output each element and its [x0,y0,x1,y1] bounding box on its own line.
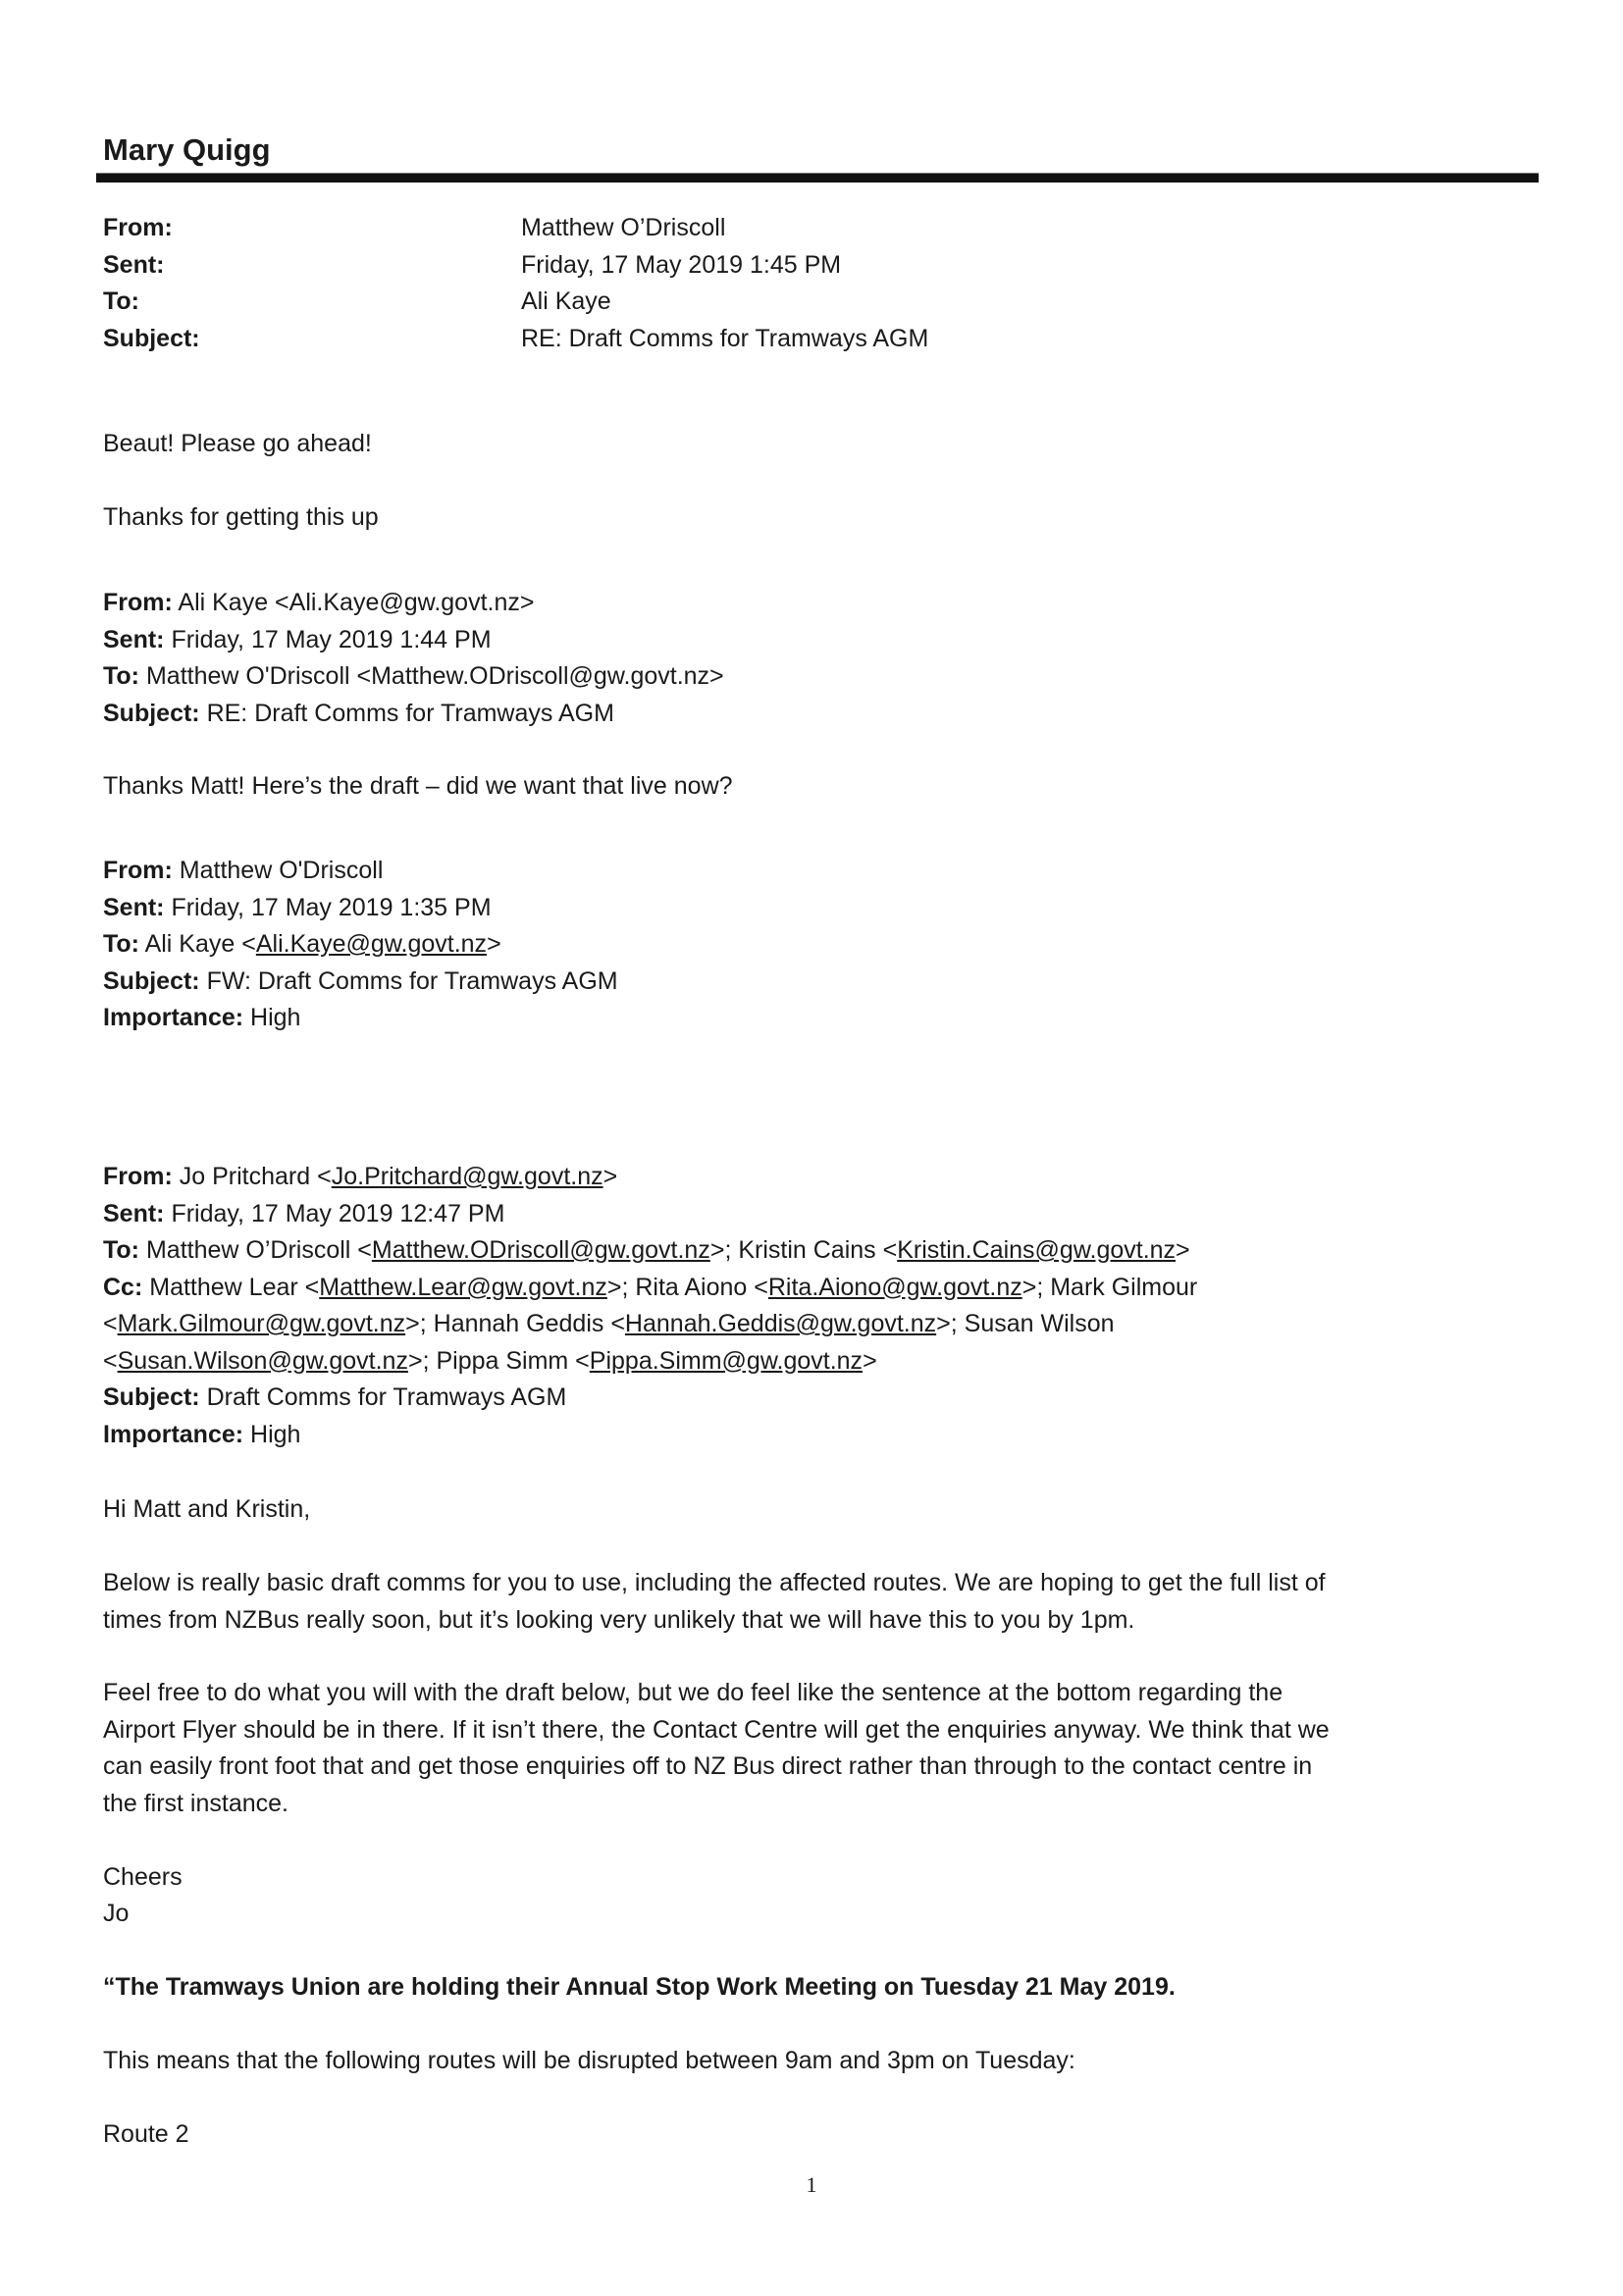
sent-label: Sent: [103,625,165,653]
paragraph-line: the first instance. [103,1789,288,1817]
cc-label: Cc: [103,1273,143,1301]
to-label: To: [103,930,140,958]
email-link[interactable]: Kristin.Cains@gw.govt.nz [897,1236,1177,1264]
paragraph-line: Feel free to do what you will with the draft below, but we do feel like the sentence at the bottom regarding the [103,1679,1283,1706]
to-label: To: [103,1236,140,1264]
reply-line-2: Thanks for getting this up [103,503,379,531]
paragraph-line: Airport Flyer should be in there. If it isn’t there, the Contact Centre will get the enquiries anyway. We think that we [103,1715,1330,1744]
draft-body: This means that the following routes will be disrupted between 9am and 3pm on Tuesday: [103,2047,1075,2074]
to-value: Matthew O'Driscoll <Matthew.ODriscoll@gw.govt.nz> [139,662,724,690]
page-number: 1 [806,2172,817,2197]
from-label: From: [103,1163,173,1190]
mailbox-owner-name: Mary Quigg [103,132,271,167]
paragraph-2 [103,1675,1330,1822]
email-link[interactable]: Mark.Gilmour@gw.govt.nz [117,1310,406,1337]
reply-line-1: Beaut! Please go ahead! [103,430,372,457]
importance-label: Importance: [103,1420,244,1448]
separator: > [1176,1236,1190,1264]
sent-label: Sent: [103,250,165,279]
sent-value: Friday, 17 May 2019 1:44 PM [164,625,492,653]
separator: >; Mark Gilmour [1021,1273,1198,1301]
route-item: Route 2 [103,2120,189,2148]
from-value: Matthew O'Driscoll [172,857,384,884]
from-label: From: [103,857,173,884]
email-link[interactable]: Rita.Aiono@gw.govt.nz [767,1273,1022,1301]
importance-label: Importance: [103,1004,244,1031]
signature: Jo [103,1900,130,1927]
paragraph-1 [103,1565,1326,1639]
recipient-name: < [103,1346,118,1375]
separator: >; [407,1346,437,1375]
cc-line [103,1306,1197,1343]
sent-value: Friday, 17 May 2019 1:45 PM [521,250,842,279]
separator: >; [606,1273,636,1301]
quoted-header-matthew [103,853,618,1037]
separator: >; [405,1310,434,1337]
subject-value: RE: Draft Comms for Tramways AGM [521,324,929,352]
quoted-header-jo [103,1159,1197,1453]
email-link[interactable]: Pippa.Simm@gw.govt.nz [589,1346,864,1375]
paragraph-line: Below is really basic draft comms for you to use, including the affected routes. We are hoping to get the full list of [103,1569,1326,1596]
cc-line [103,1343,1197,1381]
to-line [103,1232,1197,1270]
from-label: From: [103,214,173,241]
separator: >; [709,1236,739,1264]
sent-label: Sent: [103,1199,165,1227]
to-label: To: [103,287,140,315]
importance-value: High [243,1420,301,1448]
greeting: Hi Matt and Kristin, [103,1495,311,1523]
email-link[interactable]: Hannah.Geddis@gw.govt.nz [624,1310,937,1337]
quoted-header-ali [103,585,724,732]
signoff: Cheers [103,1863,183,1891]
subject-label: Subject: [103,966,200,995]
from-end: > [602,1163,618,1190]
separator: > [863,1346,877,1375]
recipient-name: Kristin Cains < [738,1236,898,1264]
subject-label: Subject: [103,699,200,727]
recipient-name: Pippa Simm < [436,1346,590,1375]
subject-value: FW: Draft Comms for Tramways AGM [199,966,618,995]
sent-value: Friday, 17 May 2019 1:35 PM [164,893,492,921]
draft-heading: “The Tramways Union are holding their Annual Stop Work Meeting on Tuesday 21 May 2019. [103,1973,1176,2001]
to-label: To: [103,662,140,690]
sent-value: Friday, 17 May 2019 12:47 PM [164,1199,505,1227]
subject-label: Subject: [103,1383,200,1411]
from-name: Jo Pritchard < [172,1163,332,1190]
email-link[interactable]: Matthew.Lear@gw.govt.nz [319,1273,607,1301]
subject-label: Subject: [103,324,200,352]
paragraph-line: can easily front foot that and get those enquiries off to NZ Bus direct rather than through to the contact centre in [103,1752,1313,1780]
importance-value: High [243,1004,301,1031]
to-value: Ali Kaye [521,287,611,315]
paragraph-line: times from NZBus really soon, but it’s looking very unlikely that we will have this to you by 1pm. [103,1605,1135,1634]
subject-value: RE: Draft Comms for Tramways AGM [199,699,614,727]
email-link[interactable]: Susan.Wilson@gw.govt.nz [117,1346,408,1375]
separator: >; Susan Wilson [936,1310,1115,1337]
recipient-name: Hannah Geddis < [433,1310,625,1337]
recipient-name: Matthew Lear < [142,1273,320,1301]
ali-message-body: Thanks Matt! Here’s the draft – did we want that live now? [103,772,733,800]
sent-label: Sent: [103,893,165,921]
from-label: From: [103,589,173,616]
subject-value: Draft Comms for Tramways AGM [199,1383,567,1411]
from-value: Matthew O’Driscoll [521,214,726,241]
cc-line [103,1270,1197,1307]
recipient-name: Matthew O’Driscoll < [145,1236,372,1264]
recipient-name: Rita Aiono < [635,1273,768,1301]
to-end: > [487,930,501,958]
recipient-name: < [103,1310,118,1337]
from-value: Ali Kaye <Ali.Kaye@gw.govt.nz> [172,589,535,616]
email-header [103,210,929,357]
to-name: Ali Kaye < [139,930,256,958]
email-link[interactable]: Jo.Pritchard@gw.govt.nz [331,1163,603,1190]
header-rule [96,173,1539,183]
email-link[interactable]: Ali.Kaye@gw.govt.nz [255,930,488,958]
email-link[interactable]: Matthew.ODriscoll@gw.govt.nz [371,1236,710,1264]
